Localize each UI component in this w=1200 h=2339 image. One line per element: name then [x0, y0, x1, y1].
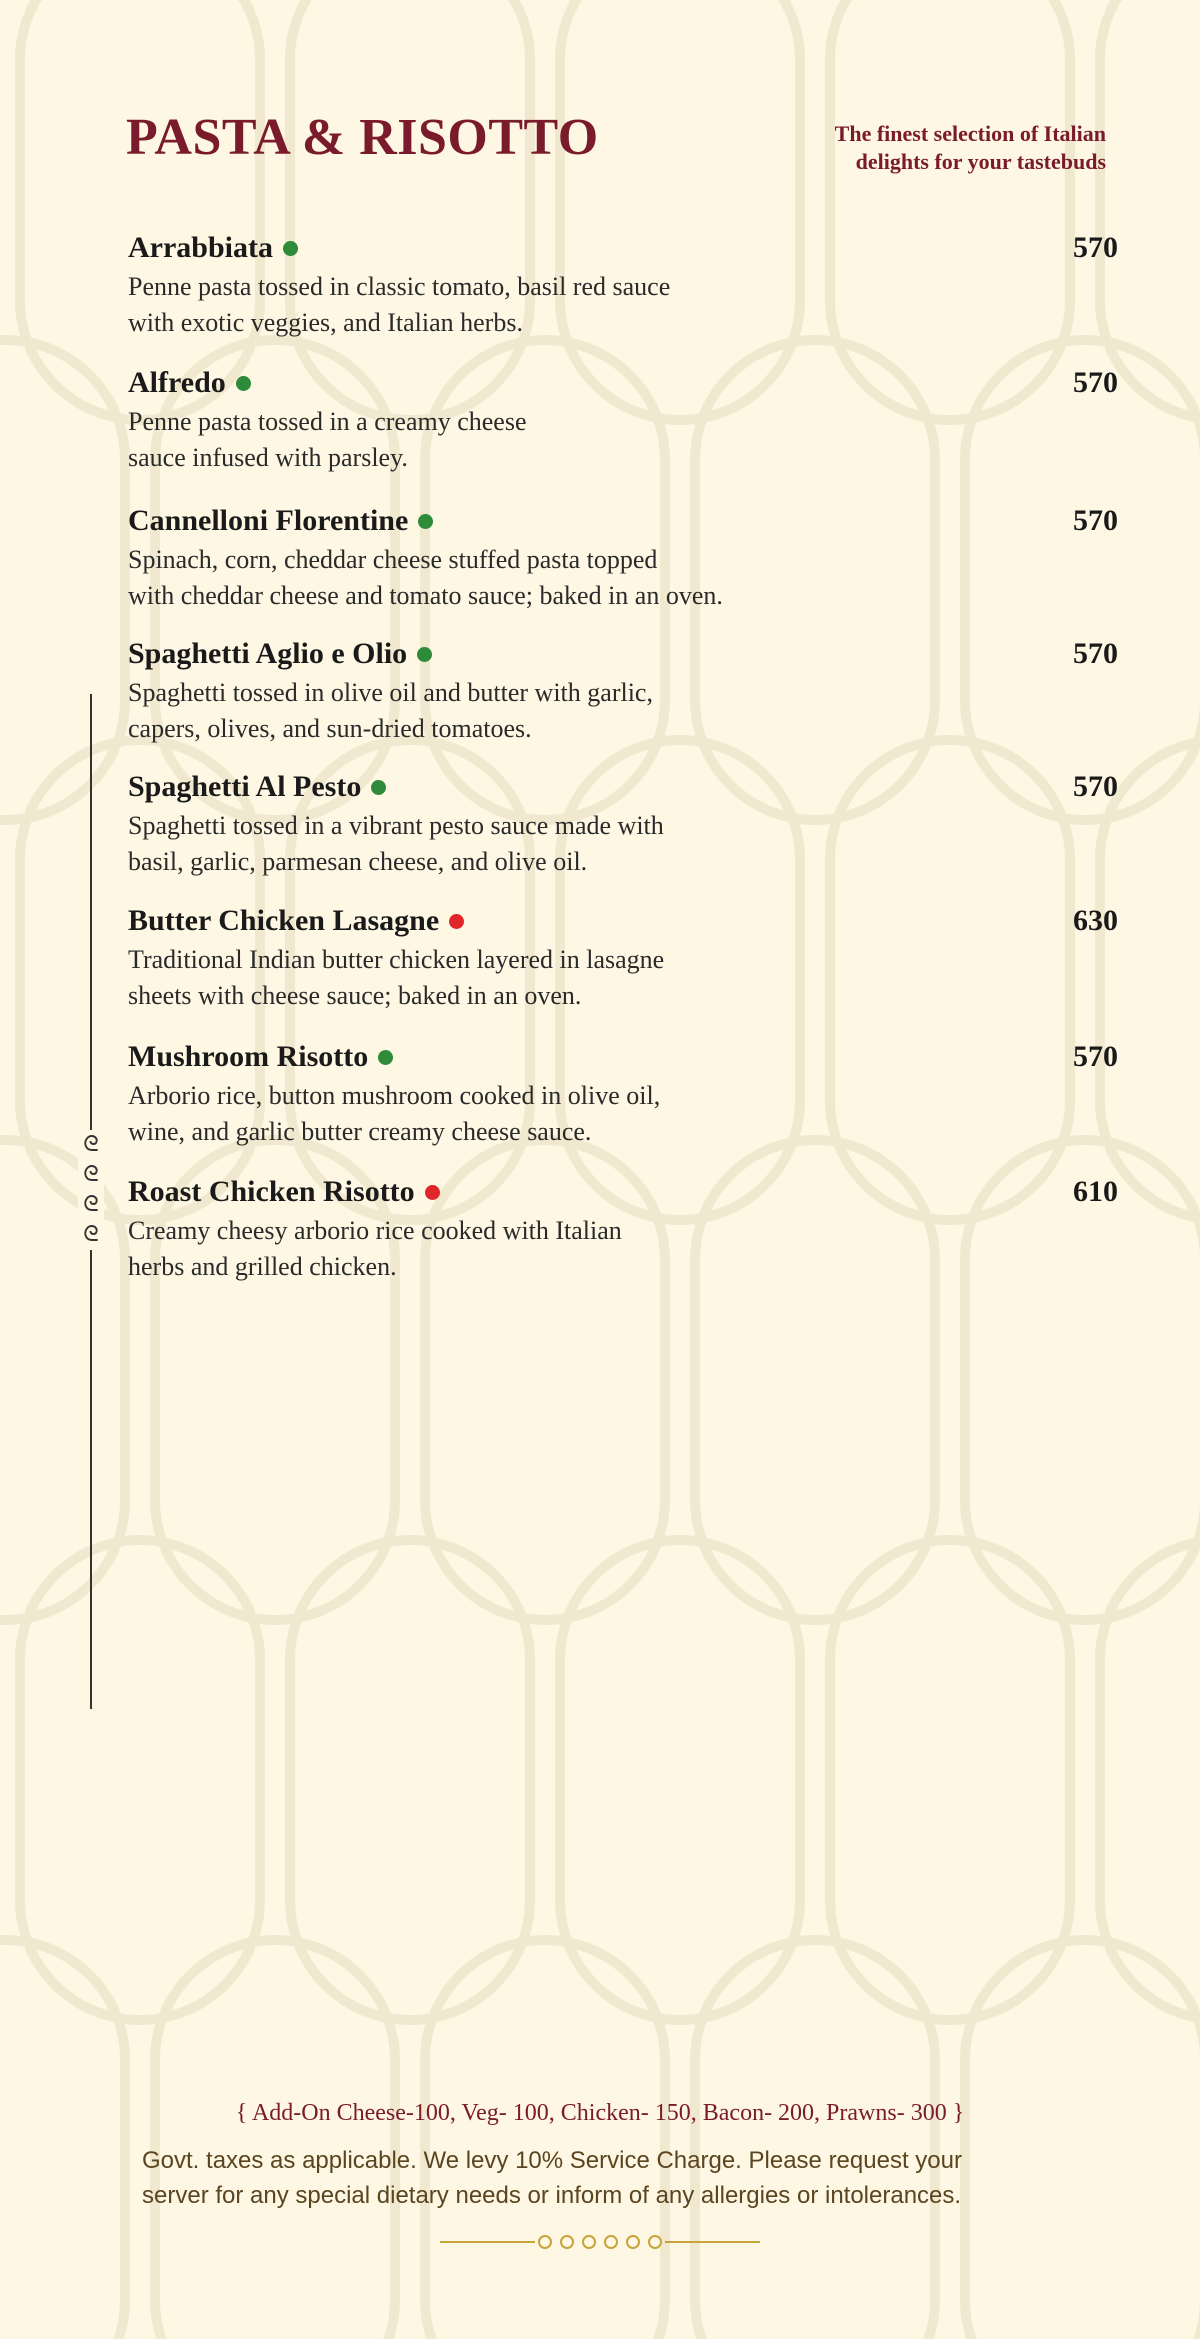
menu-item — [128, 366, 1118, 476]
page-title: PASTA & RISOTTO — [126, 109, 599, 166]
veg-indicator-icon — [417, 647, 432, 662]
description-line: Spaghetti tossed in olive oil and butter with garlic, — [128, 678, 653, 707]
item-name-row — [128, 231, 1118, 265]
description-line: with cheddar cheese and tomato sauce; baked in an oven. — [128, 581, 723, 610]
nonveg-indicator-icon — [425, 1185, 440, 1200]
tagline-line: The finest selection of Italian — [834, 121, 1106, 146]
description-line: sauce infused with parsley. — [128, 443, 408, 472]
item-name: Spaghetti Al Pesto — [128, 770, 362, 803]
item-description — [128, 404, 1118, 476]
menu-item — [128, 770, 1118, 880]
item-price: 570 — [1073, 504, 1118, 537]
tagline — [835, 120, 1106, 176]
item-price: 610 — [1073, 1175, 1118, 1208]
item-description — [128, 808, 1118, 880]
description-line: Creamy cheesy arborio rice cooked with Italian — [128, 1216, 622, 1245]
item-name: Roast Chicken Risotto — [128, 1175, 415, 1208]
veg-indicator-icon — [236, 376, 251, 391]
description-line: Spaghetti tossed in a vibrant pesto sauce made with — [128, 811, 664, 840]
nonveg-indicator-icon — [449, 914, 464, 929]
item-name-row — [128, 366, 1118, 400]
item-name: Butter Chicken Lasagne — [128, 904, 440, 937]
description-line: Traditional Indian butter chicken layered in lasagne — [128, 945, 665, 974]
description-line: herbs and grilled chicken. — [128, 1252, 397, 1281]
description-line: capers, olives, and sun-dried tomatoes. — [128, 714, 532, 743]
veg-indicator-icon — [371, 780, 386, 795]
description-line: Penne pasta tossed in classic tomato, basil red sauce — [128, 272, 671, 301]
tagline-line: delights for your tastebuds — [855, 149, 1106, 174]
item-name-row — [128, 904, 1118, 938]
item-name-row — [128, 1040, 1118, 1074]
item-name: Alfredo — [128, 366, 226, 399]
item-name-row — [128, 637, 1118, 671]
item-name-row — [128, 504, 1118, 538]
item-description — [128, 269, 1118, 341]
menu-item — [128, 1175, 1118, 1285]
item-price: 570 — [1073, 231, 1118, 264]
item-description — [128, 675, 1118, 747]
addons-note: { Add-On Cheese-100, Veg- 100, Chicken- 150, Bacon- 200, Prawns- 300 } — [235, 2100, 965, 2126]
item-description — [128, 542, 1118, 614]
description-line: Arborio rice, button mushroom cooked in olive oil, — [128, 1081, 661, 1110]
item-price: 570 — [1073, 1040, 1118, 1073]
item-price: 570 — [1073, 770, 1118, 803]
item-name: Arrabbiata — [128, 231, 273, 264]
swirl-ornament-icon: ᘓ ᘓ ᘓ ᘓ — [78, 1130, 104, 1250]
veg-indicator-icon — [418, 514, 433, 529]
item-description — [128, 1213, 1118, 1285]
description-line: Penne pasta tossed in a creamy cheese — [128, 407, 527, 436]
description-line: Spinach, corn, cheddar cheese stuffed pasta topped — [128, 545, 658, 574]
item-name: Mushroom Risotto — [128, 1040, 369, 1073]
item-name-row — [128, 1175, 1118, 1209]
item-price: 630 — [1073, 904, 1118, 937]
description-line: with exotic veggies, and Italian herbs. — [128, 308, 523, 337]
item-price: 570 — [1073, 637, 1118, 670]
menu-item — [128, 904, 1118, 1014]
description-line: basil, garlic, parmesan cheese, and olive oil. — [128, 847, 588, 876]
note-line: server for any special dietary needs or inform of any allergies or intolerances. — [142, 2182, 962, 2209]
footer-ornament-icon — [440, 2230, 760, 2254]
item-description — [128, 942, 1118, 1014]
item-price: 570 — [1073, 366, 1118, 399]
item-name-row — [128, 770, 1118, 804]
menu-item — [128, 637, 1118, 747]
veg-indicator-icon — [378, 1050, 393, 1065]
note-line: Govt. taxes as applicable. We levy 10% Service Charge. Please request your — [142, 2147, 962, 2174]
item-description — [128, 1078, 1118, 1150]
menu-item — [128, 1040, 1118, 1150]
menu-item — [128, 504, 1118, 614]
item-name: Cannelloni Florentine — [128, 504, 409, 537]
veg-indicator-icon — [283, 241, 298, 256]
item-name: Spaghetti Aglio e Olio — [128, 637, 408, 670]
menu-item — [128, 231, 1118, 341]
description-line: sheets with cheese sauce; baked in an oven. — [128, 981, 582, 1010]
description-line: wine, and garlic butter creamy cheese sauce. — [128, 1117, 592, 1146]
service-note — [142, 2143, 1062, 2213]
